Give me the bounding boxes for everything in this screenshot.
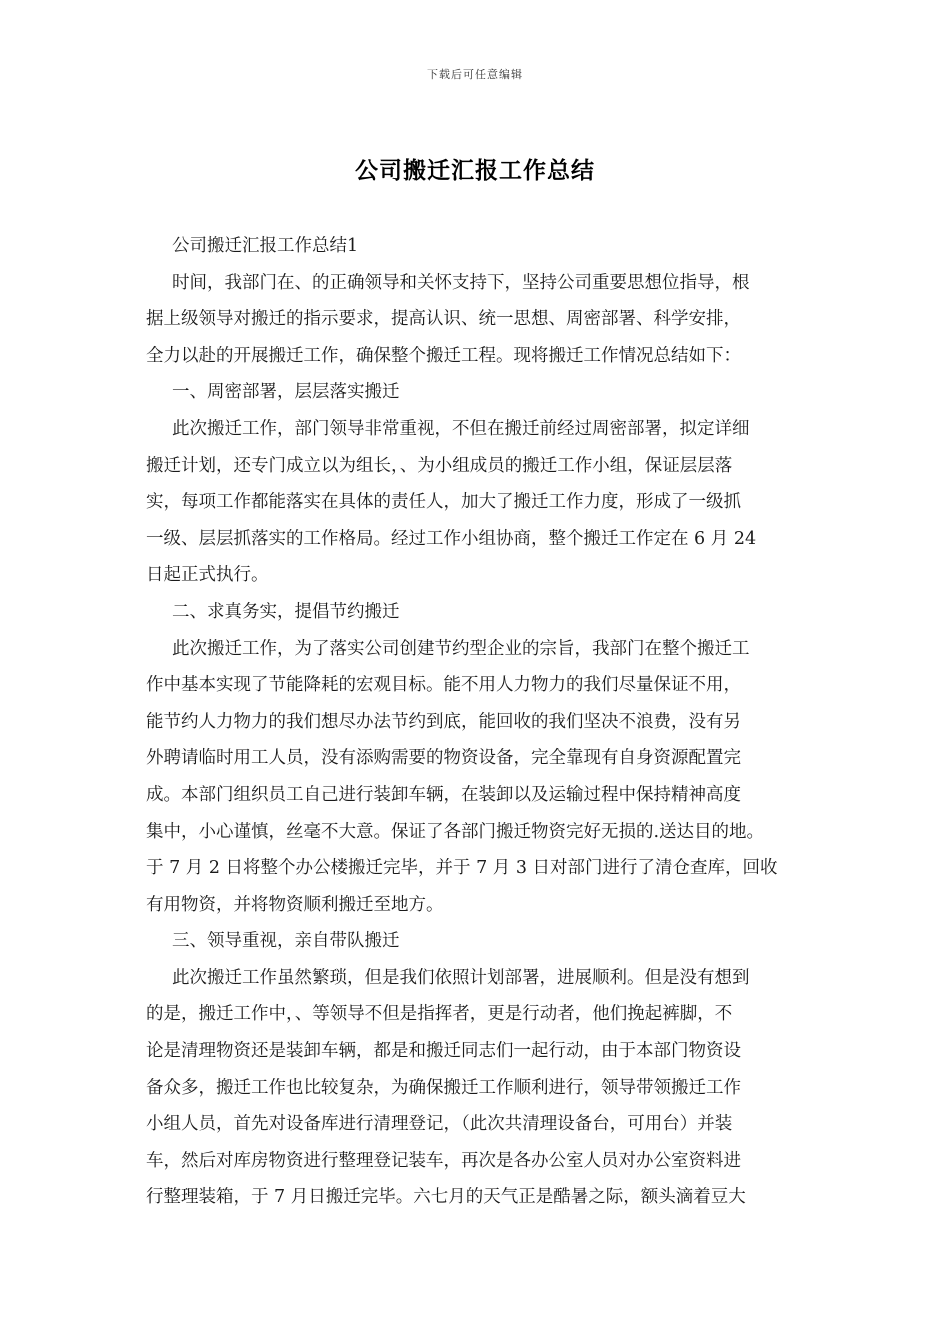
body-line: 此次搬迁工作，为了落实公司创建节约型企业的宗旨，我部门在整个搬迁工 [172,638,750,659]
body-line: 有用物资，并将物资顺利搬迁至地方。 [146,894,444,915]
body-line: 二、求真务实，提倡节约搬迁 [172,601,400,622]
body-line: 据上级领导对搬迁的指示要求，提高认识、统一思想、周密部署、科学安排， [146,309,741,330]
body-line: 成。本部门组织员工自己进行装卸车辆，在装卸以及运输过程中保持精神高度 [146,784,741,805]
body-line: 小组人员，首先对设备库进行清理登记，（此次共清理设备台，可用台）并装 [146,1114,733,1135]
body-line: 外聘请临时用工人员，没有添购需要的物资设备，完全靠现有自身资源配置完 [146,748,741,769]
body-line: 集中，小心谨慎，丝毫不大意。保证了各部门搬迁物资完好无损的.送达目的地。 [146,821,765,842]
body-line: 此次搬迁工作，部门领导非常重视，不但在搬迁前经过周密部署，拟定详细 [172,418,750,439]
body-line: 行整理装箱，于 7 月日搬迁完毕。六七月的天气正是酷暑之际，额头滴着豆大 [146,1187,746,1208]
body-line: 日起正式执行。 [146,565,269,586]
body-line: 论是清理物资还是装卸车辆，都是和搬迁同志们一起行动，由于本部门物资设 [146,1041,741,1062]
body-line: 实，每项工作都能落实在具体的责任人，加大了搬迁工作力度，形成了一级抓 [146,492,741,513]
body-line: 全力以赴的开展搬迁工作，确保整个搬迁工程。现将搬迁工作情况总结如下： [146,345,741,366]
body-line: 备众多，搬迁工作也比较复杂，为确保搬迁工作顺利进行，领导带领搬迁工作 [146,1077,741,1098]
body-line: 此次搬迁工作虽然繁琐，但是我们依照计划部署，进展顺利。但是没有想到 [172,967,750,988]
body-line: 的是，搬迁工作中，、等领导不但是指挥者，更是行动者，他们挽起裤脚，不 [146,1004,733,1025]
body-line: 一、周密部署，层层落实搬迁 [172,382,400,403]
document-body [146,228,818,1216]
document-title: 公司搬迁汇报工作总结 [355,157,595,184]
body-line: 车，然后对库房物资进行整理登记装车，再次是各办公室人员对办公室资料进 [146,1150,741,1171]
body-line: 公司搬迁汇报工作总结1 [172,236,359,256]
body-line: 时间，我部门在、的正确领导和关怀支持下，坚持公司重要思想位指导，根 [172,272,750,293]
header-note: 下载后可任意编辑 [427,68,523,81]
body-line: 能节约人力物力的我们想尽办法节约到底，能回收的我们坚决不浪费，没有另 [146,711,741,732]
body-line: 于 7 月 2 日将整个办公楼搬迁完毕，并于 7 月 3 日对部门进行了清仓查库，回收 [146,858,778,879]
body-line: 一级、层层抓落实的工作格局。经过工作小组协商，整个搬迁工作定在 6 月 24 [146,528,757,549]
body-line: 搬迁计划，还专门成立以为组长，、为小组成员的搬迁工作小组，保证层层落 [146,455,733,476]
body-line: 三、领导重视，亲自带队搬迁 [172,931,400,952]
body-line: 作中基本实现了节能降耗的宏观目标。能不用人力物力的我们尽量保证不用， [146,675,741,696]
